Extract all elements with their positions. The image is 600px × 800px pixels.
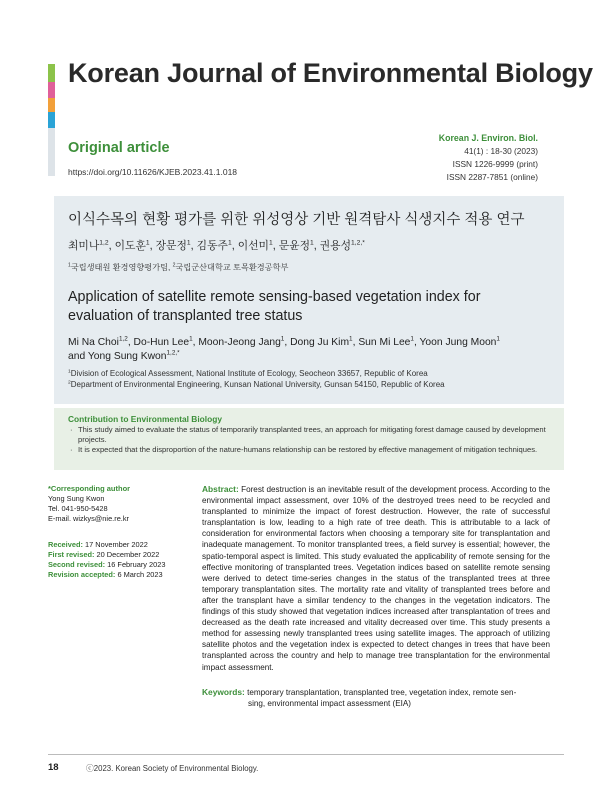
abstract (202, 484, 550, 673)
author-affiliation-mark: 1 (349, 335, 353, 343)
date-value: 6 March 2023 (117, 570, 163, 579)
journal-color-bar (48, 64, 55, 176)
journal-abbreviation: Korean J. Environ. Biol. (438, 133, 538, 143)
author-name: Yong Sung Kwon (87, 351, 167, 362)
date-first-revised (48, 550, 188, 560)
affiliation-text: 국립군산대학교 토목환경공학부 (175, 263, 289, 272)
english-authors: Mi Na Choi$^{1,2}$, Do-Hun Lee$^1$, Moon-Jeong Jang$^1$, Dong Ju Kim$^1$, Sun Mi Lee$^1$, Yoon Jung Moon$^1$ and Yong Sung Kwon$^{1,2,*}$ (68, 335, 500, 362)
english-affiliations (68, 368, 445, 390)
author-affiliation-mark: 1 (310, 239, 314, 247)
contribution-item: · This study aimed to evaluate the status of temporarily transplanted trees, an approach for mitigating forest damage caused by development projects. (68, 425, 548, 444)
contribution-list (68, 425, 548, 455)
author-name: Yoon Jung Moon (419, 337, 497, 348)
keywords-line-2: sing, environmental impact assessment (EIA) (248, 699, 412, 709)
affiliation-mark: 2 (172, 262, 176, 269)
author-affiliation-mark: 1 (227, 239, 232, 247)
author-affiliation-mark: 1 (268, 239, 273, 247)
corresponding-author-heading: *Corresponding author (48, 484, 131, 493)
author-name: 최미나 (68, 240, 100, 252)
date-label: Second revised: (48, 560, 106, 569)
abstract-text: Forest destruction is an inevitable result of the development process. According to the environmental impact assessment, over 10% of the destroyed trees need to be recycled and transplanted to minimize the impact of forest destruction. However, the rate of successful transplantation is low, leading to a high rate of tree death. This is attributable to a lack of consideration for environmental factors when choosing a temporary site for transplantation and inadequate management. To monitor transplanted trees, a field survey is essential; however, the spatio-temporal aspect is limited. This study evaluated the applicability of remote sensing for the effective monitoring of transplanted trees. Vegetation indices based on satellite remote sensing were derived to detect time-series changes in the status of the transplanted trees at three temporary transplantation sites. The mortality rate and vitality of transplanted trees before and after the transplant have a similar tendency to the changes in the vegetation indicators. The findings of this study showed that vegetation indices increased after transplantation of trees and decreased as the death rate increased and vitality decreased over time. This study presents a method for assessing newly transplanted trees using satellite images. The approach of utilizing satellite photos and the vegetation index is expected to detect changes in trees that have been transplanted across the country and help to manage tree transplantation for the environmental impact assessment. (202, 485, 551, 672)
affiliation-line (68, 368, 445, 379)
keywords-label: Keywords: (202, 687, 245, 697)
author-name: 이도훈 (114, 240, 146, 252)
page-number: 18 (48, 762, 59, 773)
article-info-column (48, 484, 188, 580)
author-name: 권용성 (319, 240, 352, 252)
color-bar-segment (48, 98, 55, 112)
affiliation-mark: 1 (68, 262, 71, 269)
english-title: Application of satellite remote sensing-based vegetation index for evaluation of transplanted tree status (68, 289, 481, 324)
affiliation-mark: 1 (68, 369, 71, 375)
article-dates (48, 540, 188, 580)
citation-block (439, 132, 538, 184)
copyright: ⓒ2023. Korean Society of Environmental Biology. (86, 764, 259, 773)
keywords (202, 687, 550, 709)
journal-title: Korean Journal of Environmental Biology (68, 58, 593, 88)
author-name: Dong Ju Kim (290, 337, 350, 348)
date-value: 17 November 2022 (84, 540, 148, 549)
affiliation-text: 국립생태원 환경영향평가팀 (70, 263, 169, 272)
footer-divider (48, 754, 564, 755)
date-accepted (48, 570, 188, 580)
color-bar-segment (48, 112, 55, 128)
contribution-heading: Contribution to Environmental Biology (68, 414, 222, 424)
title-box (54, 196, 564, 404)
author-affiliation-mark: 1 (186, 239, 191, 247)
author-affiliation-mark: 1 (189, 335, 193, 343)
contribution-box (54, 408, 564, 470)
affiliation-text: Department of Environmental Engineering, Kunsan National University, Gunsan 54150, Republic of Korea (70, 380, 445, 389)
doi-link[interactable]: https://doi.org/10.11626/KJEB.2023.41.1.018 (68, 167, 238, 177)
contribution-item: · It is expected that the disproportion of the nature-humans relationship can be restored by effective management of mitigation techniques. (68, 445, 548, 455)
korean-authors: 최미나$^{1,2}$, 이도훈$^1$, 장문정$^1$, 김동주$^1$, 이선미$^1$, 문윤정$^1$, 권용성$^{1,2,*}$ (68, 239, 365, 252)
author-name: Do-Hun Lee (133, 337, 190, 348)
korean-affiliations: $^1$국립생태원 환경영향평가팀, $^2$국립군산대학교 토목환경공학부 (68, 262, 289, 272)
volume-issue-pages: 41(1) : 18-30 (2023) (464, 146, 538, 156)
affiliation-text: Division of Ecological Assessment, National Institute of Ecology, Seocheon 33657, Republic of Korea (70, 369, 428, 378)
author-name: Sun Mi Lee (358, 337, 411, 348)
date-label: Revision accepted: (48, 570, 116, 579)
author-affiliation-mark: 1,2 (99, 239, 109, 247)
color-bar-segment (48, 128, 55, 176)
author-affiliation-mark: 1 (410, 335, 414, 343)
issn-print: ISSN 1226-9999 (print) (452, 159, 538, 169)
author-name: 이선미 (237, 240, 269, 252)
color-bar-segment (48, 64, 55, 82)
affiliation-mark: 2 (68, 380, 71, 386)
affiliation-line (68, 379, 445, 390)
date-label: First revised: (48, 550, 95, 559)
date-second-revised (48, 560, 188, 570)
date-value: 20 December 2022 (96, 550, 160, 559)
author-name: 장문정 (155, 240, 187, 252)
author-affiliation-mark: 1,2,* (166, 349, 180, 357)
author-affiliation-mark: 1,2 (118, 335, 128, 343)
keywords-line-1: temporary transplantation, transplanted tree, vegetation index, remote sen- (247, 688, 517, 697)
author-affiliation-mark: 1 (280, 335, 285, 343)
color-bar-segment (48, 82, 55, 98)
issn-online: ISSN 2287-7851 (online) (446, 172, 538, 182)
corresponding-author-tel: Tel. 041-950-5428 (48, 504, 108, 513)
article-type: Original article (68, 140, 170, 156)
author-affiliation-mark: 1 (145, 239, 150, 247)
corresponding-author-name: Yong Sung Kwon (48, 494, 105, 503)
korean-title: 이식수목의 현황 평가를 위한 위성영상 기반 원격탐사 식생지수 적용 연구 (68, 212, 525, 228)
corresponding-author-email[interactable]: E-mail. wizkys@nie.re.kr (48, 514, 130, 523)
date-value: 16 February 2023 (107, 560, 166, 569)
author-name: Moon-Jeong Jang (198, 337, 281, 348)
abstract-label: Abstract: (202, 484, 239, 494)
author-affiliation-mark: 1 (496, 335, 500, 343)
author-name: 김동주 (196, 240, 228, 252)
date-received (48, 540, 188, 550)
date-label: Received: (48, 540, 83, 549)
author-name: Mi Na Choi (68, 337, 119, 348)
author-name: 문윤정 (278, 240, 311, 252)
author-affiliation-mark: 1,2,* (351, 239, 365, 247)
